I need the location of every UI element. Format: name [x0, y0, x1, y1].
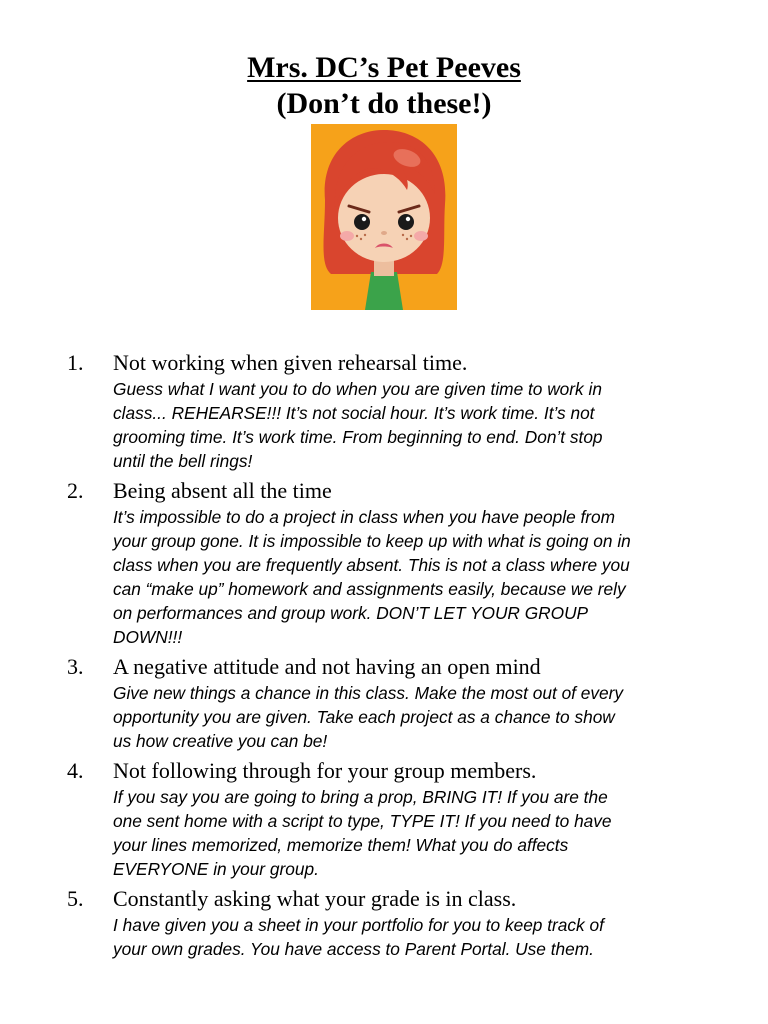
list-item: [0, 477, 768, 649]
item-body: Guess what I want you to do when you are given time to work in class... REHEARSE!!! It’s not social hour. It’s work time. It’s not grooming time. It’s work time. From beginning to end. Don’t stop until the bell rings!: [113, 379, 603, 471]
item-number: 2.: [67, 478, 84, 503]
item-number: 5.: [67, 886, 84, 911]
item-heading: Not working when given rehearsal time.: [113, 350, 468, 375]
item-heading: Being absent all the time: [113, 478, 332, 503]
list-item: [0, 757, 768, 881]
title-line-2: (Don’t do these!): [276, 87, 492, 120]
item-body: Give new things a chance in this class. Make the most out of every opportunity you are given. Take each project as a chance to show us how creative you can be!: [113, 683, 624, 751]
item-heading: Constantly asking what your grade is in class.: [113, 886, 517, 911]
left-cheek: [340, 231, 354, 241]
right-eye: [398, 214, 414, 230]
title-line-1: Mrs. DC’s Pet Peeves: [247, 51, 521, 84]
item-heading: A negative attitude and not having an open mind: [113, 654, 541, 679]
list-item: [0, 349, 768, 473]
page-title: [0, 50, 768, 122]
pet-peeves-list: [0, 349, 768, 965]
item-body: It’s impossible to do a project in class when you have people from your group gone. It is impossible to keep up with what is going on in class when you are frequently absent. This is not a class where you can “make up” homework and assignments easily, because we rely on performances and group work. DON’T LET YOUR GROUP DOWN!!!: [113, 507, 631, 647]
item-number: 3.: [67, 654, 84, 679]
list-item: [0, 885, 768, 961]
right-cheek: [414, 231, 428, 241]
face: [338, 174, 430, 262]
item-heading: Not following through for your group members.: [113, 758, 537, 783]
item-number: 4.: [67, 758, 84, 783]
nose: [381, 231, 387, 235]
annoyed-girl-face-icon: [311, 124, 457, 310]
item-body: If you say you are going to bring a prop, BRING IT! If you are the one sent home with a script to type, TYPE IT! If you need to have your lines memorized, memorize them! What you do affects EVERYONE in your group.: [113, 787, 612, 879]
item-body: I have given you a sheet in your portfolio for you to keep track of your own grades. You have access to Parent Portal. Use them.: [113, 915, 604, 959]
left-eye: [354, 214, 370, 230]
shirt: [365, 272, 403, 310]
item-number: 1.: [67, 350, 84, 375]
list-item: [0, 653, 768, 753]
